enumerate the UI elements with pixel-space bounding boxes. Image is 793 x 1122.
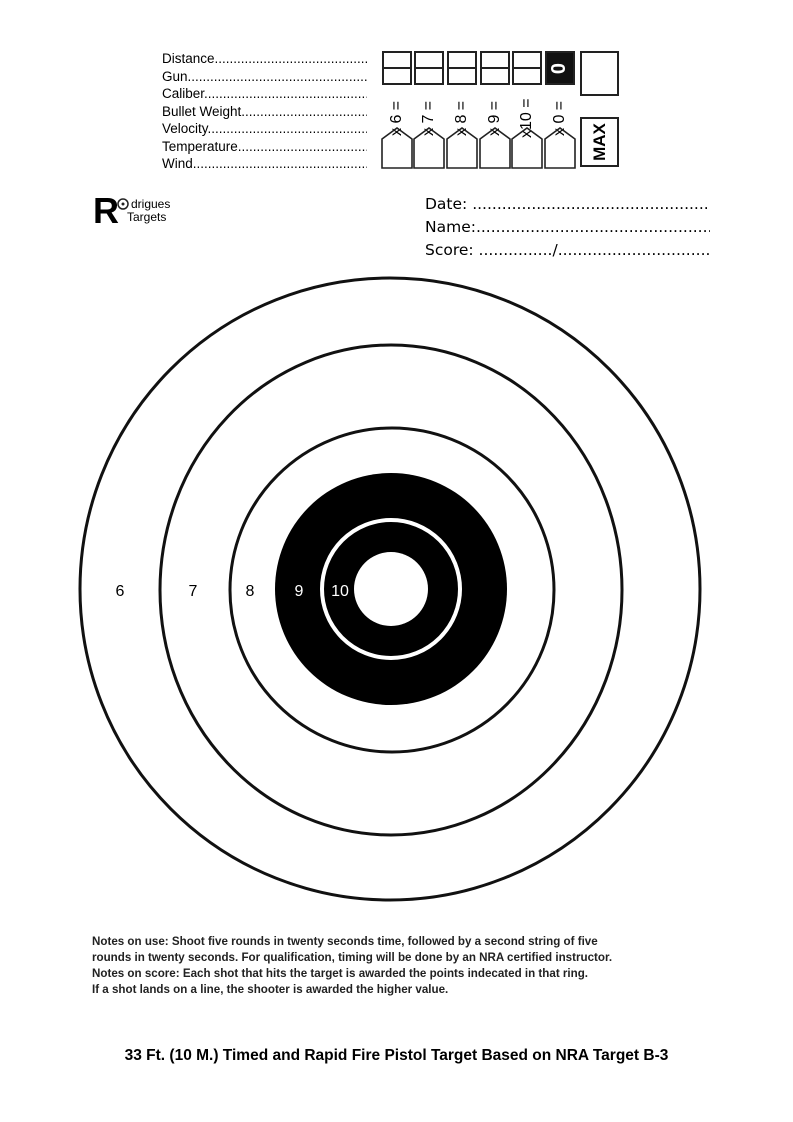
- ring-label-7: 7: [188, 583, 198, 600]
- ring-label-6: 6: [115, 583, 125, 600]
- field-distance: Distance .....: [162, 50, 367, 68]
- field-caliber: Caliber .....: [162, 85, 367, 103]
- field-wind: Wind .....: [162, 155, 367, 173]
- center-x: [354, 552, 428, 626]
- field-bullet-weight: Bullet Weight .....: [162, 103, 367, 121]
- date-field[interactable]: Date: .....: [425, 193, 710, 216]
- tally-label: x 7 =: [420, 100, 437, 136]
- ring-label-8: 8: [245, 583, 255, 600]
- usage-notes: Notes on use: Shoot five rounds in twenty seconds time, followed by a second string of five rounds in twenty seconds. For qualification, timing will be done by an NRA certified instructor. Notes on score: Each shot that hits the target is awarded the points indecated in that ring. If a shot lands on a line, the shooter is awarded the higher value.: [92, 935, 613, 996]
- target-sheet: Distance ..... Gun ..... Caliber ..... Bullet Weight ..... Velocity ..... Temperature ..... Wind ..... 0 x 6 = x 7 = x 8 = x 9 = x10 = x 0 = MAX R drigues Targets Date: ..... Name: ..... Score: .............../ ..... 6 7 8 9 10 Notes on use: Shoot five rounds in twenty seconds time, followed by a second string of five rounds in twenty seconds. For qualification, timing will be done by an NRA certified instructor. Notes on score: Each shot that hits the target is awarded the points indecated in that ring. If a shot lands on a line, the shooter is awarded the higher value. 33 Ft. (10 M.) Timed and Rapid Fire Pistol Target Based on NRA Target B-3: [0, 0, 793, 1122]
- max-box: MAX: [580, 117, 619, 167]
- ring-label-10: 10: [331, 583, 349, 600]
- field-gun: Gun .....: [162, 68, 367, 86]
- tally-label: x 9 =: [486, 100, 503, 136]
- tally-label: x10 =: [518, 98, 535, 138]
- name-field[interactable]: Name: .....: [425, 216, 710, 239]
- footer-title: 33 Ft. (10 M.) Timed and Rapid Fire Pistol Target Based on NRA Target B-3: [124, 1047, 669, 1064]
- tally-label: x 8 =: [453, 100, 470, 136]
- tally-label: x 6 =: [388, 100, 405, 136]
- field-velocity: Velocity .....: [162, 120, 367, 138]
- ring-label-9: 9: [294, 583, 304, 600]
- field-temperature: Temperature .....: [162, 138, 367, 156]
- score-field[interactable]: Score: .............../ .....: [425, 239, 710, 262]
- tally-box-0: 0: [545, 51, 575, 85]
- tally-label: x 0 =: [551, 100, 568, 136]
